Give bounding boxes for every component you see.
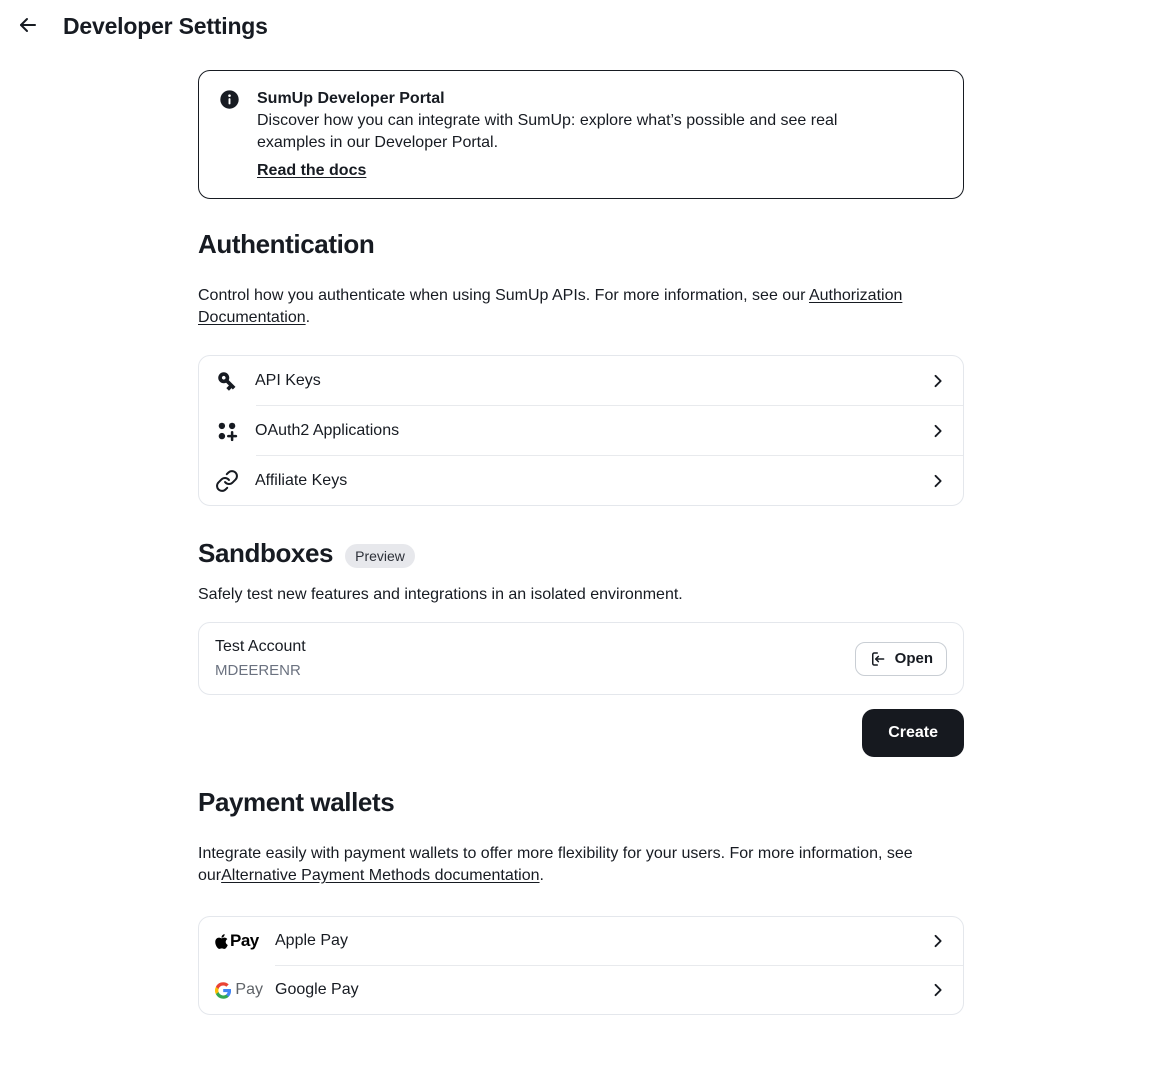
apple-pay-logo — [215, 931, 263, 951]
log-in-icon — [869, 650, 887, 668]
sandboxes-section — [198, 538, 964, 757]
authentication-section — [198, 229, 964, 506]
authentication-heading: Authentication — [198, 229, 375, 259]
chevron-right-icon — [928, 980, 948, 1000]
chevron-right-icon — [928, 371, 948, 391]
open-sandbox-button[interactable] — [855, 642, 947, 676]
back-button[interactable] — [15, 14, 41, 40]
payment-wallets-heading: Payment wallets — [198, 787, 395, 817]
sandbox-account-name: Test Account — [215, 638, 306, 655]
developer-portal-notice — [198, 70, 964, 199]
list-item-label: Google Pay — [275, 981, 359, 998]
google-pay-logo-text: Pay — [235, 981, 263, 998]
notice-content — [257, 88, 857, 180]
chevron-right-icon — [928, 931, 948, 951]
list-item-affiliate-keys[interactable] — [199, 456, 963, 505]
create-sandbox-button[interactable]: Create — [862, 709, 964, 757]
open-button-label: Open — [894, 650, 933, 667]
read-the-docs-link[interactable]: Read the docs — [257, 162, 367, 179]
key-icon — [215, 369, 239, 393]
list-item-label: Affiliate Keys — [255, 471, 348, 489]
list-item-label: API Keys — [255, 371, 321, 389]
list-item-api-keys[interactable] — [199, 356, 963, 405]
apple-pay-logo-text: Pay — [230, 931, 259, 950]
payment-wallets-section — [198, 787, 964, 1015]
content — [198, 70, 964, 1015]
alternative-payment-methods-link[interactable]: Alternative Payment Methods documentation — [221, 867, 540, 884]
google-pay-logo — [215, 981, 263, 999]
payment-wallets-description-text: Integrate easily with payment wallets to offer more flexibility for your users. For more information, see our — [198, 845, 913, 884]
authorization-documentation-link[interactable]: Authorization Documentation — [198, 287, 903, 326]
chevron-right-icon — [928, 421, 948, 441]
payment-wallets-description — [198, 843, 964, 887]
create-row — [198, 709, 964, 757]
info-icon — [219, 89, 240, 180]
page-title: Developer Settings — [63, 13, 268, 39]
payment-wallets-list — [198, 916, 964, 1015]
link-icon — [215, 469, 239, 493]
sandboxes-heading-row — [198, 538, 964, 568]
sandbox-account-id: MDEERENR — [215, 662, 301, 679]
sandboxes-description: Safely test new features and integrations in an isolated environment. — [198, 586, 683, 603]
list-item-google-pay[interactable] — [199, 966, 963, 1014]
oauth-apps-icon — [215, 419, 239, 443]
payment-wallets-description-suffix: . — [539, 867, 544, 884]
notice-description: Discover how you can integrate with SumUp: explore what’s possible and see real examples in our Developer Portal. — [257, 112, 838, 151]
authentication-description-text: Control how you authenticate when using SumUp APIs. For more information, see our — [198, 287, 809, 304]
page-header — [0, 0, 1162, 40]
authentication-list — [198, 355, 964, 506]
sandboxes-heading: Sandboxes — [198, 538, 334, 568]
notice-title: SumUp Developer Portal — [257, 90, 445, 107]
list-item-label: Apple Pay — [275, 932, 348, 949]
authentication-description — [198, 285, 964, 329]
sandbox-account-info — [215, 637, 306, 680]
chevron-right-icon — [928, 471, 948, 491]
back-arrow-icon — [16, 13, 40, 40]
list-item-label: OAuth2 Applications — [255, 421, 400, 439]
list-item-apple-pay[interactable] — [199, 917, 963, 965]
sandbox-account-card — [198, 622, 964, 695]
preview-badge: Preview — [345, 544, 415, 568]
authentication-description-suffix: . — [305, 309, 311, 326]
list-item-oauth2-applications[interactable] — [199, 406, 963, 455]
